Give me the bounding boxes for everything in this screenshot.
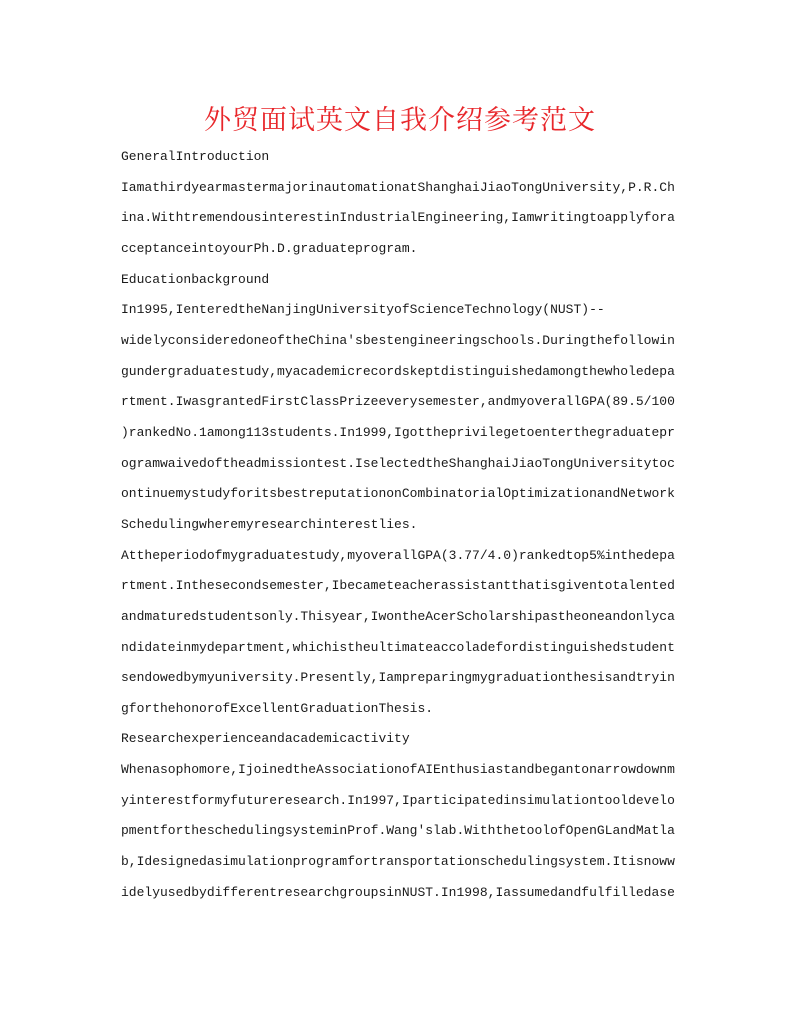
paragraph-line: ina.WithtremendousinterestinIndustrialEngineering,Iamwritingtoapplyfora [121, 210, 675, 225]
paragraph-line: widelyconsideredoneoftheChina'sbestengineeringschools.Duringthefollowin [121, 333, 675, 348]
section-heading-general-introduction: GeneralIntroduction [121, 149, 270, 164]
paragraph-line: In1995,IenteredtheNanjingUniversityofScienceTechnology(NUST)-- [121, 302, 605, 317]
paragraph-line: rtment.IwasgrantedFirstClassPrizeeverysemester,andmyoverallGPA(89.5/100 [121, 394, 675, 409]
paragraph-line: pmentfortheschedulingsysteminProf.Wang'slab.WiththetoolofOpenGLandMatla [121, 823, 675, 838]
paragraph-line: b,Idesignedasimulationprogramfortransportationschedulingsystem.Itisnoww [121, 854, 675, 869]
paragraph-line: sendowedbymyuniversity.Presently,Iampreparingmygraduationthesisandtryin [121, 670, 675, 685]
paragraph-line: rtment.Inthesecondsemester,Ibecameteacherassistantthatisgiventotalented [121, 578, 675, 593]
paragraph-line: andmaturedstudentsonly.Thisyear,IwontheAcerScholarshipastheoneandonlyca [121, 609, 675, 624]
paragraph-line: yinterestformyfutureresearch.In1997,Iparticipatedinsimulationtooldevelo [121, 793, 675, 808]
paragraph-line: Attheperiodofmygraduatestudy,myoverallGPA(3.77/4.0)rankedtop5%inthedepa [121, 548, 675, 563]
paragraph-line: ogramwaivedoftheadmissiontest.IselectedtheShanghaiJiaoTongUniversitytoc [121, 456, 675, 471]
paragraph-line: gforthehonorofExcellentGraduationThesis. [121, 701, 434, 716]
paragraph-line: Schedulingwheremyresearchinterestlies. [121, 517, 418, 532]
section-heading-research-experience: Researchexperienceandacademicactivity [121, 731, 410, 746]
paragraph-line: cceptanceintoyourPh.D.graduateprogram. [121, 241, 418, 256]
paragraph-line: gundergraduatestudy,myacademicrecordskeptdistinguishedamongthewholedepa [121, 364, 675, 379]
paragraph-line: IamathirdyearmastermajorinautomationatShanghaiJiaoTongUniversity,P.R.Ch [121, 180, 675, 195]
section-heading-education-background: Educationbackground [121, 272, 270, 287]
paragraph-line: ndidateinmydepartment,whichistheultimateaccoladefordistinguishedstudent [121, 640, 675, 655]
paragraph-line: ontinuemystudyforitsbestreputationonCombinatorialOptimizationandNetwork [121, 486, 675, 501]
paragraph-line: idelyusedbydifferentresearchgroupsinNUST.In1998,Iassumedandfulfilledase [121, 885, 675, 900]
document-title: 外贸面试英文自我介绍参考范文 [204, 105, 596, 136]
paragraph-line: )rankedNo.1among113students.In1999,Igottheprivilegetoenterthegraduatepr [121, 425, 675, 440]
paragraph-line: Whenasophomore,IjoinedtheAssociationofAIEnthusiastandbegantonarrowdownm [121, 762, 675, 777]
